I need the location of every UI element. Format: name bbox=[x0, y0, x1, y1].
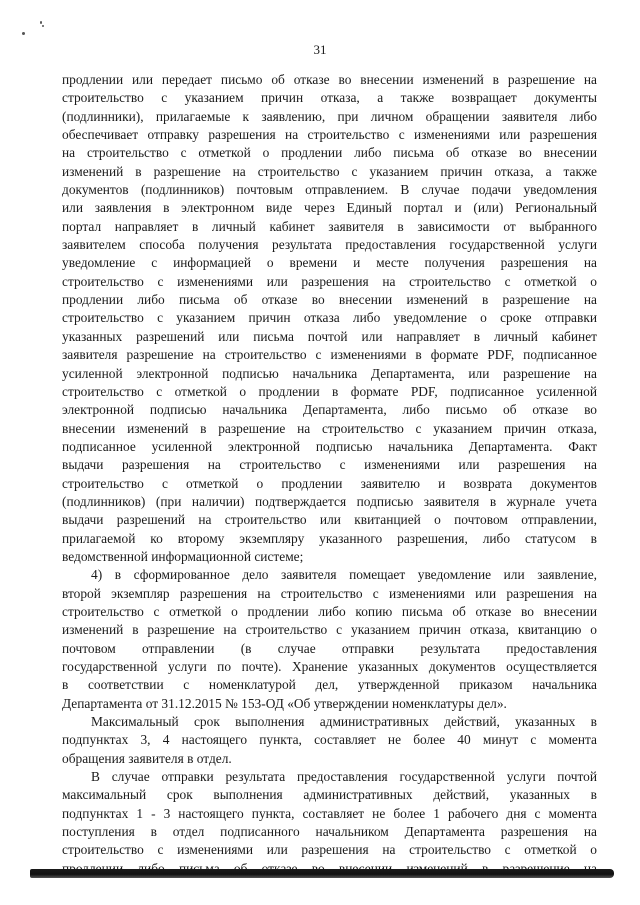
text-line: ведомственной информационной системе; bbox=[62, 548, 304, 564]
text-line: обращения заявителя в отдел. bbox=[62, 750, 232, 766]
text-line: портал направляет в личный кабинет заявителя в зависимости от выбранного bbox=[62, 218, 597, 234]
text-line: 4) в сформированное дело заявителя помещает уведомление или заявление, bbox=[91, 567, 597, 583]
text-line: строительство с отметкой о продлении либо копию письма об отказе во внесении bbox=[62, 603, 597, 619]
text-line: почтовом отправлении (в случае отправки результата предоставления bbox=[62, 640, 597, 656]
text-line: строительство с изменениями или разрешения на строительство с отметкой о bbox=[62, 273, 597, 289]
text-line: поступления в отдел подписанного начальником Департамента разрешения на bbox=[62, 824, 597, 840]
text-line: государственной услуги по почте). Хранение указанных документов осуществляется bbox=[62, 659, 597, 674]
text-line: в соответствии с номенклатурой дел, утвержденной приказом начальника bbox=[62, 677, 597, 693]
text-line: максимальный срок выполнения административных действий, указанных в bbox=[62, 787, 597, 803]
text-line: усиленной электронной подписью начальника Департамента, или разрешение на bbox=[62, 365, 597, 381]
text-line: обеспечивает отправку разрешения на строительство с изменениями или разрешения bbox=[62, 127, 597, 143]
text-line: электронной подписью начальника Департамента, либо письмо об отказе во bbox=[62, 402, 597, 418]
text-line: изменений в разрешение на строительство с указанием причин отказа, а также bbox=[62, 163, 597, 179]
text-line: выдачи разрешения на строительство с изменениями или разрешения на bbox=[62, 457, 597, 473]
text-line: строительство с отметкой о продлении в формате PDF, подписанное усиленной bbox=[62, 383, 597, 399]
text-line: Максимальный срок выполнения административных действий, указанных в bbox=[91, 714, 597, 730]
text-line: заявителя разрешение на строительство с изменениями в формате PDF, подписанное bbox=[62, 347, 597, 363]
text-line: (подлинников) (при наличии) подтверждается подписью заявителя в журнале учета bbox=[62, 493, 597, 509]
text-line: выдачи разрешений на строительство или квитанцией о почтовом отправлении, bbox=[62, 512, 597, 528]
text-line: изменений в разрешение на строительство с указанием причин отказа, квитанцию о bbox=[62, 622, 597, 638]
body-text bbox=[62, 71, 597, 878]
text-line: строительство с отметкой о продлении заявителю и возврата документов bbox=[62, 475, 597, 491]
text-line: строительство с указанием причин отказа, а также возвращает документы bbox=[62, 90, 597, 106]
text-line: Департамента от 31.12.2015 № 153-ОД «Об утверждении номенклатуры дел». bbox=[62, 695, 507, 711]
page-number: 31 bbox=[313, 42, 327, 57]
text-line: на строительство с отметкой о продлении либо письма об отказе во внесении bbox=[62, 145, 597, 161]
text-line: подпунктах 1 - 3 настоящего пункта, составляет не более 1 рабочего дня с момента bbox=[62, 805, 597, 821]
text-line: указанных разрешений или письма почтой или направляет в личный кабинет bbox=[62, 328, 597, 344]
text-line: (подлинники), прилагаемые к заявлению, при личном обращении заявителя либо bbox=[62, 108, 597, 124]
text-line: строительство с указанием причин отказа либо уведомление о сроке отправки bbox=[62, 310, 597, 326]
text-line: второй экземпляр разрешения на строительство с изменениями или разрешения на bbox=[62, 585, 597, 601]
text-line: продлении или передает письмо об отказе во внесении изменений в разрешение на bbox=[62, 72, 597, 87]
scan-speck-3 bbox=[42, 25, 44, 27]
text-line: прилагаемой ко второму экземпляру указанного разрешения, либо статусом в bbox=[62, 530, 597, 546]
text-line: или заявления в электронном виде через Единый портал и (или) Региональный bbox=[62, 200, 597, 216]
text-line: подпунктах 3, 4 настоящего пункта, составляет не более 40 минут с момента bbox=[62, 732, 597, 748]
text-line: уведомление с информацией о времени и месте получения разрешения на bbox=[62, 255, 597, 271]
text-line: В случае отправки результата предоставления государственной услуги почтой bbox=[91, 769, 597, 785]
text-line: внесении изменений в разрешение на строительство с указанием причин отказа, bbox=[62, 420, 597, 436]
bottom-scan-edge bbox=[30, 869, 614, 878]
scan-speck-2 bbox=[40, 21, 42, 24]
scan-speck-1 bbox=[22, 32, 25, 35]
text-line: продлении либо письма об отказе во внесении изменений в разрешение на bbox=[62, 292, 597, 308]
text-line: документов (подлинников) почтовым отправлением. В случае подачи уведомления bbox=[62, 182, 597, 198]
text-line: подписанное усиленной электронной подписью начальника Департамента. Факт bbox=[62, 438, 597, 454]
text-line: заявителем способа получения результата предоставления государственной услуги bbox=[62, 237, 597, 253]
text-line: строительство с изменениями или разрешения на строительство с отметкой о bbox=[62, 842, 597, 858]
